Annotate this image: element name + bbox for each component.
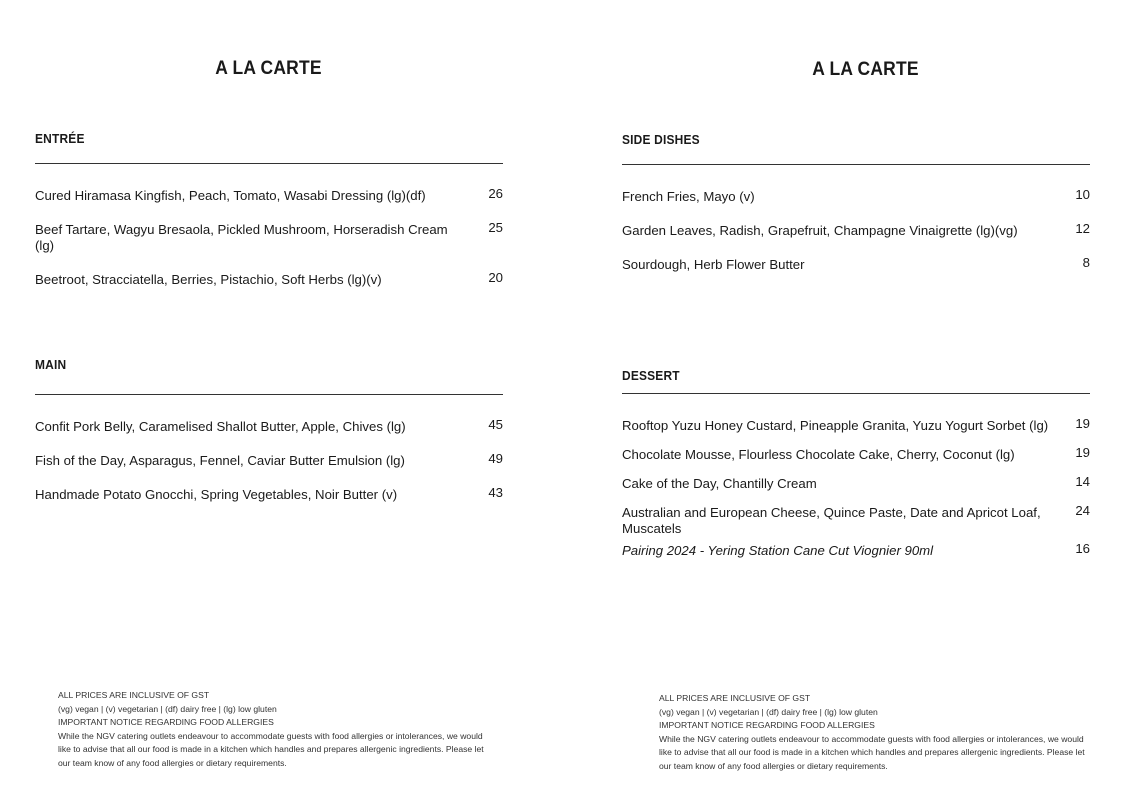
- section-heading: MAIN: [35, 357, 67, 372]
- section-heading: DESSERT: [622, 368, 680, 383]
- allergy-heading: IMPORTANT NOTICE REGARDING FOOD ALLERGIES: [659, 720, 875, 731]
- item-price: 49: [488, 451, 503, 466]
- section-divider: [35, 163, 503, 164]
- item-price: 45: [488, 417, 503, 432]
- item-name: Pairing 2024 - Yering Station Cane Cut Viognier 90ml: [622, 543, 934, 558]
- item-price: 14: [1075, 474, 1090, 489]
- menu-item: [622, 257, 1090, 273]
- item-name: Beef Tartare, Wagyu Bresaola, Pickled Mushroom, Horseradish Cream (lg): [35, 222, 448, 253]
- item-price: 8: [1082, 255, 1090, 270]
- item-name: Beetroot, Stracciatella, Berries, Pistachio, Soft Herbs (lg)(v): [35, 272, 382, 287]
- item-name: Australian and European Cheese, Quince Paste, Date and Apricot Loaf, Muscatels: [622, 505, 1041, 536]
- item-price: 43: [488, 485, 503, 500]
- menu-item: [622, 505, 1090, 537]
- menu-item: [622, 189, 1090, 205]
- menu-item: [35, 222, 503, 254]
- item-price: 10: [1075, 187, 1090, 202]
- gst-notice: ALL PRICES ARE INCLUSIVE OF GST: [659, 693, 811, 703]
- item-name: Chocolate Mousse, Flourless Chocolate Cake, Cherry, Coconut (lg): [622, 447, 1015, 462]
- item-price: 20: [488, 270, 503, 285]
- menu-item: [35, 453, 503, 469]
- allergy-notice: [659, 692, 1089, 774]
- item-name: Cured Hiramasa Kingfish, Peach, Tomato, Wasabi Dressing (lg)(df): [35, 188, 426, 203]
- item-price: 25: [488, 220, 503, 235]
- menu-item: [35, 419, 503, 435]
- item-price: 16: [1075, 541, 1090, 556]
- menu-item: [622, 476, 1090, 492]
- section-divider: [35, 394, 503, 395]
- menu-item: [35, 487, 503, 503]
- section-dessert: [622, 367, 1090, 572]
- item-list: [622, 189, 1090, 273]
- wine-pairing-item: [622, 543, 1090, 559]
- allergy-text: While the NGV catering outlets endeavour to accommodate guests with food allergies or intolerances, we would like to advise that all our food is made in a kitchen which handles and prepares allergenic ingredients. Please let our team know of any food allergies or dietary requirements.: [659, 733, 1085, 771]
- menu-item: [35, 188, 503, 204]
- section-divider: [622, 164, 1090, 165]
- item-name: Handmade Potato Gnocchi, Spring Vegetables, Noir Butter (v): [35, 487, 398, 502]
- item-name: Fish of the Day, Asparagus, Fennel, Caviar Butter Emulsion (lg): [35, 453, 405, 468]
- item-name: French Fries, Mayo (v): [622, 189, 755, 204]
- allergy-heading: IMPORTANT NOTICE REGARDING FOOD ALLERGIES: [58, 717, 274, 728]
- item-name: Sourdough, Herb Flower Butter: [622, 257, 805, 272]
- item-list: [35, 188, 503, 288]
- allergy-text: While the NGV catering outlets endeavour to accommodate guests with food allergies or intolerances, we would like to advise that all our food is made in a kitchen which handles and prepares allergenic ingredients. Please let our team know of any food allergies or dietary requirements.: [58, 730, 484, 768]
- item-name: Cake of the Day, Chantilly Cream: [622, 476, 817, 491]
- menu-item: [35, 272, 503, 288]
- item-price: 19: [1075, 445, 1090, 460]
- page-title: A LA CARTE: [215, 58, 322, 79]
- section-main: [35, 356, 503, 521]
- menu-item: [622, 418, 1090, 434]
- item-price: 24: [1075, 503, 1090, 518]
- item-price: 19: [1075, 416, 1090, 431]
- section-heading: SIDE DISHES: [622, 132, 700, 147]
- dietary-legend: (vg) vegan | (v) vegetarian | (df) dairy free | (lg) low gluten: [659, 706, 878, 717]
- section-entree: [35, 130, 503, 306]
- item-name: Confit Pork Belly, Caramelised Shallot Butter, Apple, Chives (lg): [35, 419, 406, 434]
- item-price: 12: [1075, 221, 1090, 236]
- item-list: [622, 418, 1090, 559]
- dietary-legend: (vg) vegan | (v) vegetarian | (df) dairy free | (lg) low gluten: [58, 703, 277, 714]
- menu-item: [622, 447, 1090, 463]
- menu-item: [622, 223, 1090, 239]
- item-list: [35, 419, 503, 503]
- right-menu-page: [561, 0, 1122, 793]
- section-heading: ENTRÉE: [35, 131, 85, 146]
- page-title: A LA CARTE: [812, 59, 919, 80]
- gst-notice: ALL PRICES ARE INCLUSIVE OF GST: [58, 690, 210, 700]
- allergy-notice: [58, 689, 488, 771]
- item-name: Garden Leaves, Radish, Grapefruit, Champagne Vinaigrette (lg)(vg): [622, 223, 1018, 238]
- item-price: 26: [488, 186, 503, 201]
- section-side-dishes: [622, 131, 1090, 291]
- item-name: Rooftop Yuzu Honey Custard, Pineapple Granita, Yuzu Yogurt Sorbet (lg): [622, 418, 1049, 433]
- section-divider: [622, 393, 1090, 394]
